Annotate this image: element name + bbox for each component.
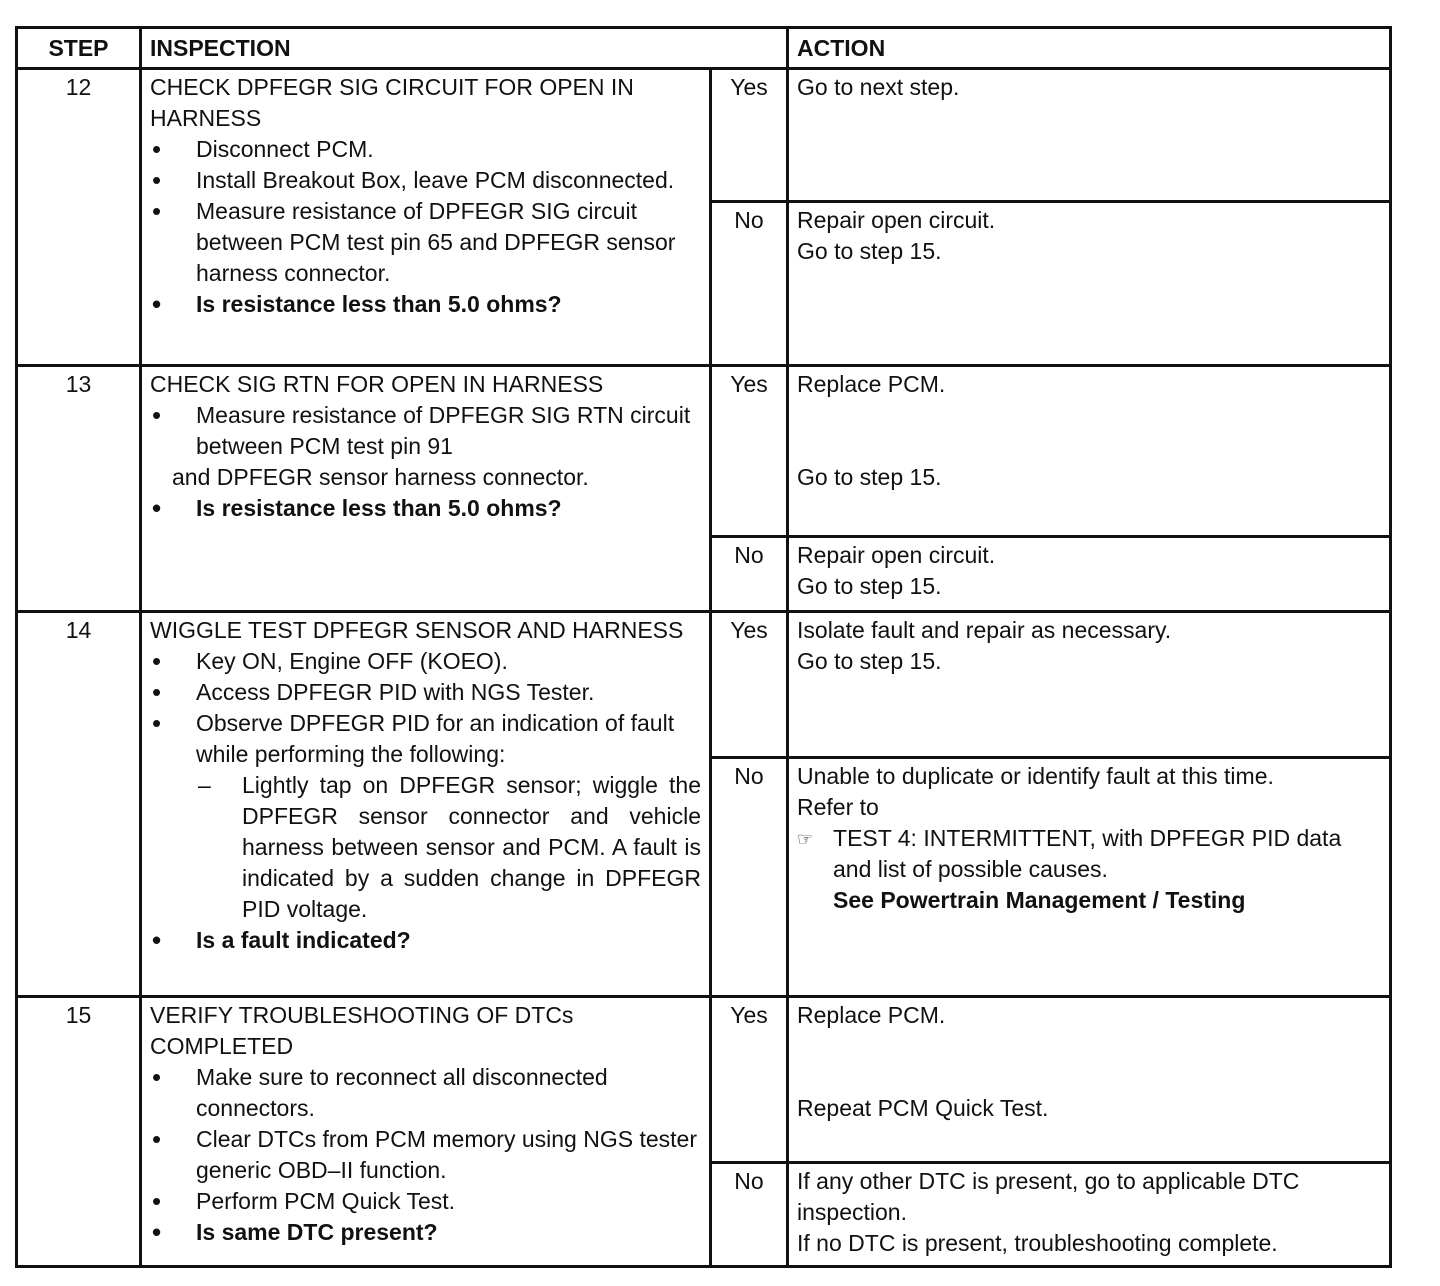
- table-row: [17, 996, 1391, 1162]
- no-label: No: [711, 202, 788, 366]
- action-line: Repair open circuit.: [797, 207, 996, 234]
- yes-action-cell: [788, 69, 1391, 202]
- list-item: • Perform PCM Quick Test.: [150, 1186, 701, 1217]
- inspection-header: INSPECTION: [141, 28, 788, 69]
- yes-action-cell: [788, 611, 1391, 757]
- list-item: • Key ON, Engine OFF (KOEO).: [150, 646, 701, 677]
- list-item: • Access DPFEGR PID with NGS Tester.: [150, 677, 701, 708]
- step-number: 13: [17, 366, 141, 611]
- list-item: • Measure resistance of DPFEGR SIG RTN circuit between PCM test pin 91: [150, 400, 701, 462]
- inspection-cell: [141, 996, 711, 1266]
- inspection-list: [150, 1062, 701, 1248]
- reference-bold-text: See Powertrain Management / Testing: [833, 887, 1246, 914]
- yes-label: Yes: [711, 996, 788, 1162]
- inspection-cell: [141, 366, 711, 611]
- inspection-title: VERIFY TROUBLESHOOTING OF DTCs COMPLETED: [150, 1001, 574, 1059]
- list-item: • Disconnect PCM.: [150, 134, 701, 165]
- inspection-question: • Is same DTC present?: [150, 1217, 701, 1248]
- no-action-cell: [788, 758, 1391, 996]
- yes-label: Yes: [711, 611, 788, 757]
- reference-block: [797, 823, 1381, 916]
- inspection-list: [150, 646, 701, 956]
- yes-action-cell: [788, 366, 1391, 536]
- no-label: No: [711, 1162, 788, 1266]
- table-row: [17, 611, 1391, 757]
- inspection-cell: [141, 611, 711, 996]
- action-line: Go to step 15.: [797, 464, 942, 491]
- list-item-continuation: and DPFEGR sensor harness connector.: [172, 464, 589, 491]
- action-line: Go to step 15.: [797, 572, 942, 599]
- step-number: 14: [17, 611, 141, 996]
- inspection-question: • Is resistance less than 5.0 ohms?: [150, 289, 701, 320]
- action-line: Go to next step.: [797, 74, 960, 100]
- no-action-cell: [788, 202, 1391, 366]
- action-line: Refer to: [797, 794, 879, 821]
- reference-text: TEST 4: INTERMITTENT, with DPFEGR PID data and list of possible causes.: [833, 825, 1342, 883]
- inspection-title: CHECK DPFEGR SIG CIRCUIT FOR OPEN IN HARNESS: [150, 74, 634, 131]
- no-label: No: [711, 536, 788, 611]
- action-line: Repeat PCM Quick Test.: [797, 1094, 1049, 1121]
- no-action-cell: [788, 1162, 1391, 1266]
- sub-list-item: – Lightly tap on DPFEGR sensor; wiggle the DPFEGR sensor connector and vehicle harness between sensor and PCM. A fault is indicated by a sudden change in DPFEGR PID voltage.: [196, 770, 701, 925]
- inspection-list: [150, 400, 701, 524]
- list-item-text: Observe DPFEGR PID for an indication of fault while performing the following:: [196, 709, 675, 767]
- action-line: Unable to duplicate or identify fault at this time.: [797, 763, 1274, 790]
- sub-list: [196, 770, 701, 925]
- action-line: Go to step 15.: [797, 238, 942, 265]
- list-item: • Install Breakout Box, leave PCM disconnected.: [150, 165, 701, 196]
- step-number: 15: [17, 996, 141, 1266]
- yes-action-cell: [788, 996, 1391, 1162]
- no-action-cell: [788, 536, 1391, 611]
- pointing-hand-icon: ☞: [797, 829, 814, 850]
- action-line: If no DTC is present, troubleshooting complete.: [797, 1229, 1278, 1256]
- inspection-list: [150, 134, 701, 320]
- no-label: No: [711, 758, 788, 996]
- action-header: ACTION: [788, 28, 1391, 69]
- action-line: Go to step 15.: [797, 647, 942, 674]
- inspection-question: • Is resistance less than 5.0 ohms?: [150, 493, 701, 524]
- inspection-cell: [141, 69, 711, 366]
- list-item: • Make sure to reconnect all disconnected connectors.: [150, 1062, 701, 1124]
- header-row: [17, 28, 1391, 69]
- diagnostic-table: [15, 26, 1392, 1268]
- action-line: Replace PCM.: [797, 371, 946, 398]
- list-item: • Clear DTCs from PCM memory using NGS tester generic OBD–II function.: [150, 1124, 701, 1186]
- action-line: Replace PCM.: [797, 1001, 946, 1028]
- table-row: [17, 69, 1391, 202]
- yes-label: Yes: [711, 366, 788, 536]
- step-number: 12: [17, 69, 141, 366]
- action-line: If any other DTC is present, go to applicable DTC inspection.: [797, 1167, 1300, 1225]
- inspection-question: • Is a fault indicated?: [150, 925, 701, 956]
- list-item: [150, 708, 701, 925]
- step-header: STEP: [17, 28, 141, 69]
- action-line: Repair open circuit.: [797, 541, 996, 568]
- table-row: [17, 366, 1391, 536]
- inspection-title: WIGGLE TEST DPFEGR SENSOR AND HARNESS: [150, 616, 684, 643]
- inspection-title: CHECK SIG RTN FOR OPEN IN HARNESS: [150, 371, 604, 398]
- yes-label: Yes: [711, 69, 788, 202]
- list-item: • Measure resistance of DPFEGR SIG circuit between PCM test pin 65 and DPFEGR sensor harness connector.: [150, 196, 701, 289]
- action-line: Isolate fault and repair as necessary.: [797, 616, 1172, 643]
